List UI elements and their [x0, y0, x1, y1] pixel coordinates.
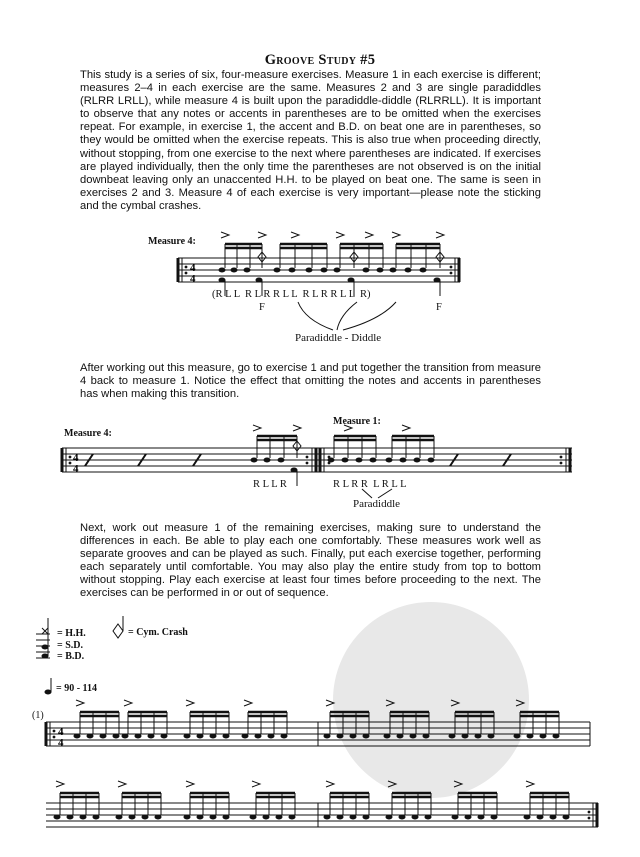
note-head [386, 815, 393, 820]
note-head [289, 815, 296, 820]
note-head [425, 815, 432, 820]
note-head [399, 815, 406, 820]
figure1-foot-mark-2: F [436, 302, 442, 313]
note-head [197, 815, 204, 820]
note-head [363, 815, 370, 820]
note-head [142, 815, 149, 820]
figure1-foot-mark-1: F [259, 302, 265, 313]
figure2-caption: Paradiddle [353, 498, 401, 510]
figure2-label-right: Measure 1: [333, 416, 381, 427]
figure1-sticking: (R L L R L R R L L R L R R L L R) [212, 289, 371, 300]
legend-crash: = Cym. Crash [128, 627, 188, 638]
figure2-sticking-right: R L R R L R L L [333, 479, 407, 490]
exercise-number: (1) [32, 710, 44, 721]
note-head [116, 815, 123, 820]
note-head [412, 815, 419, 820]
transition-paragraph: After working out this measure, go to exercise 1 and put together the transition from measure 4 back to measure 1. Notice the effect that omitting the notes and accents in parentheses has when making this transition. [80, 362, 541, 401]
note-head [465, 815, 472, 820]
figure2-label-left: Measure 4: [64, 428, 112, 439]
note-head [452, 815, 459, 820]
note-head [54, 815, 61, 820]
note-head [129, 815, 136, 820]
intro-paragraph: This study is a series of six, four-measure exercises. Measure 1 in each exercise is different; measures 2–4 in each exercise are the same. Measures 2 and 3 are single paradiddles (RLRR LRLL), while measure 4 is built upon the paradiddle-diddle (RLRRLL). It is important to observe that any notes or accents in parentheses are to be omitted when the exercises repeat. For example, in exercise 1, the accent and B.D. on beat one are in parentheses, so they would be omitted when the exercise repeats. This is also true when proceeding directly, without stopping, from one exercise to the next where parentheses are indicated. If exercises are played individually, then the only time the parentheses are not observed is on the initial downbeat leaving only an unaccented H.H. to be played on beat one. The same is seen in exercises 2 and 3. Measure 4 of each exercise is very important—please note the sticking and the cymbal crashes. [80, 69, 541, 212]
note-head [537, 815, 544, 820]
page-title: Groove Study #5 [264, 52, 376, 68]
note-head [524, 815, 531, 820]
note-head [550, 815, 557, 820]
note-head [210, 815, 217, 820]
note-head [250, 815, 257, 820]
note-head [184, 815, 191, 820]
note-head [276, 815, 283, 820]
note-head [155, 815, 162, 820]
svg-text:4: 4 [58, 726, 64, 738]
figure1-label: Measure 4: [148, 236, 196, 247]
note-head [337, 815, 344, 820]
note-head [67, 815, 74, 820]
note-head [324, 815, 331, 820]
svg-text:4: 4 [190, 262, 196, 274]
note-head [350, 815, 357, 820]
svg-text:4: 4 [190, 273, 196, 285]
legend-hh: = H.H. [57, 628, 86, 639]
note-head [263, 815, 270, 820]
practice-paragraph: Next, work out measure 1 of the remaining exercises, making sure to understand the differences in each. Be able to play each one comfortably. These measures work well as separate grooves and can be played as such. Finally, put each exercise together, performing each separately until comfortable. You may also play the entire study from top to bottom without stopping. Play each exercise at least four times before proceeding to the next. The exercises can be performed in or out of sequence. [80, 522, 541, 600]
note-head [93, 815, 100, 820]
svg-text:4: 4 [58, 737, 64, 749]
figure2-sticking-left: R L L R [253, 479, 287, 490]
note-head [491, 815, 498, 820]
note-head [80, 815, 87, 820]
note-head [478, 815, 485, 820]
svg-text:4: 4 [73, 452, 79, 464]
svg-text:4: 4 [73, 463, 79, 475]
legend-sd: = S.D. [57, 640, 83, 651]
figure1-caption: Paradiddle - Diddle [295, 332, 382, 344]
tempo-marking: = 90 - 114 [56, 683, 97, 694]
legend-bd: = B.D. [57, 651, 85, 662]
note-head [563, 815, 570, 820]
note-head [223, 815, 230, 820]
